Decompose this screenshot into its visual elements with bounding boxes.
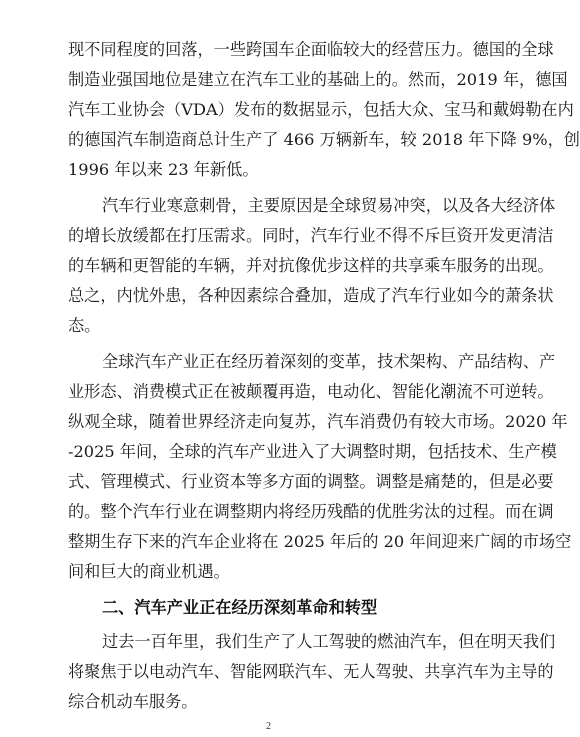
paragraph-1-line-1: 现不同程度的回落，一些跨国车企面临较大的经营压力。德国的全球: [68, 40, 554, 59]
paragraph-4-line-2: 将聚焦于以电动汽车、智能网联汽车、无人驾驶、共享汽车为主导的: [68, 662, 554, 681]
section-heading: 二、汽车产业正在经历深刻革命和转型: [102, 598, 378, 617]
paragraph-3-line-3: 纵观全球，随着世界经济走向复苏，汽车消费仍有较大市场。2020 年: [68, 412, 568, 431]
paragraph-2-line-2: 的增长放缓都在打压需求。同时，汽车行业不得不斥巨资开发更清洁: [68, 226, 554, 245]
paragraph-1-line-4: 的德国汽车制造商总计生产了 466 万辆新车，较 2018 年下降 9%，创: [68, 130, 580, 149]
paragraph-3-line-8: 间和巨大的商业机遇。: [68, 562, 230, 581]
page-number: 2: [266, 721, 271, 732]
paragraph-2-line-4: 总之，内忧外患，各种因素综合叠加，造成了汽车行业如今的萧条状: [68, 286, 554, 305]
paragraph-4-line-1: 过去一百年里，我们生产了人工驾驶的燃油汽车，但在明天我们: [102, 632, 556, 651]
paragraph-1-line-3: 汽车工业协会（VDA）发布的数据显示，包括大众、宝马和戴姆勒在内: [68, 100, 574, 119]
paragraph-1-line-5: 1996 年以来 23 年新低。: [68, 160, 259, 179]
paragraph-3-line-7: 整期生存下来的汽车企业将在 2025 年后的 20 年间迎来广阔的市场空: [68, 532, 572, 551]
paragraph-1-line-2: 制造业强国地位是建立在汽车工业的基础上的。然而，2019 年，德国: [68, 70, 568, 89]
paragraph-3-line-5: 式、管理模式、行业资本等多方面的调整。调整是痛楚的，但是必要: [68, 472, 554, 491]
paragraph-3-line-2: 业形态、消费模式正在被颠覆再造，电动化、智能化潮流不可逆转。: [68, 382, 554, 401]
paragraph-4-line-3: 综合机动车服务。: [68, 692, 198, 711]
paragraph-3-line-4: -2025 年间，全球的汽车产业进入了大调整时期，包括技术、生产模: [68, 442, 557, 461]
paragraph-2-line-5: 态。: [68, 316, 101, 335]
paragraph-2-line-1: 汽车行业寒意刺骨，主要原因是全球贸易冲突，以及各大经济体: [102, 196, 556, 215]
paragraph-2-line-3: 的车辆和更智能的车辆，并对抗像优步这样的共享乘车服务的出现。: [68, 256, 554, 275]
paragraph-3-line-1: 全球汽车产业正在经历着深刻的变革，技术架构、产品结构、产: [102, 352, 556, 371]
paragraph-3-line-6: 的。整个汽车行业在调整期内将经历残酷的优胜劣汰的过程。而在调: [68, 502, 554, 521]
